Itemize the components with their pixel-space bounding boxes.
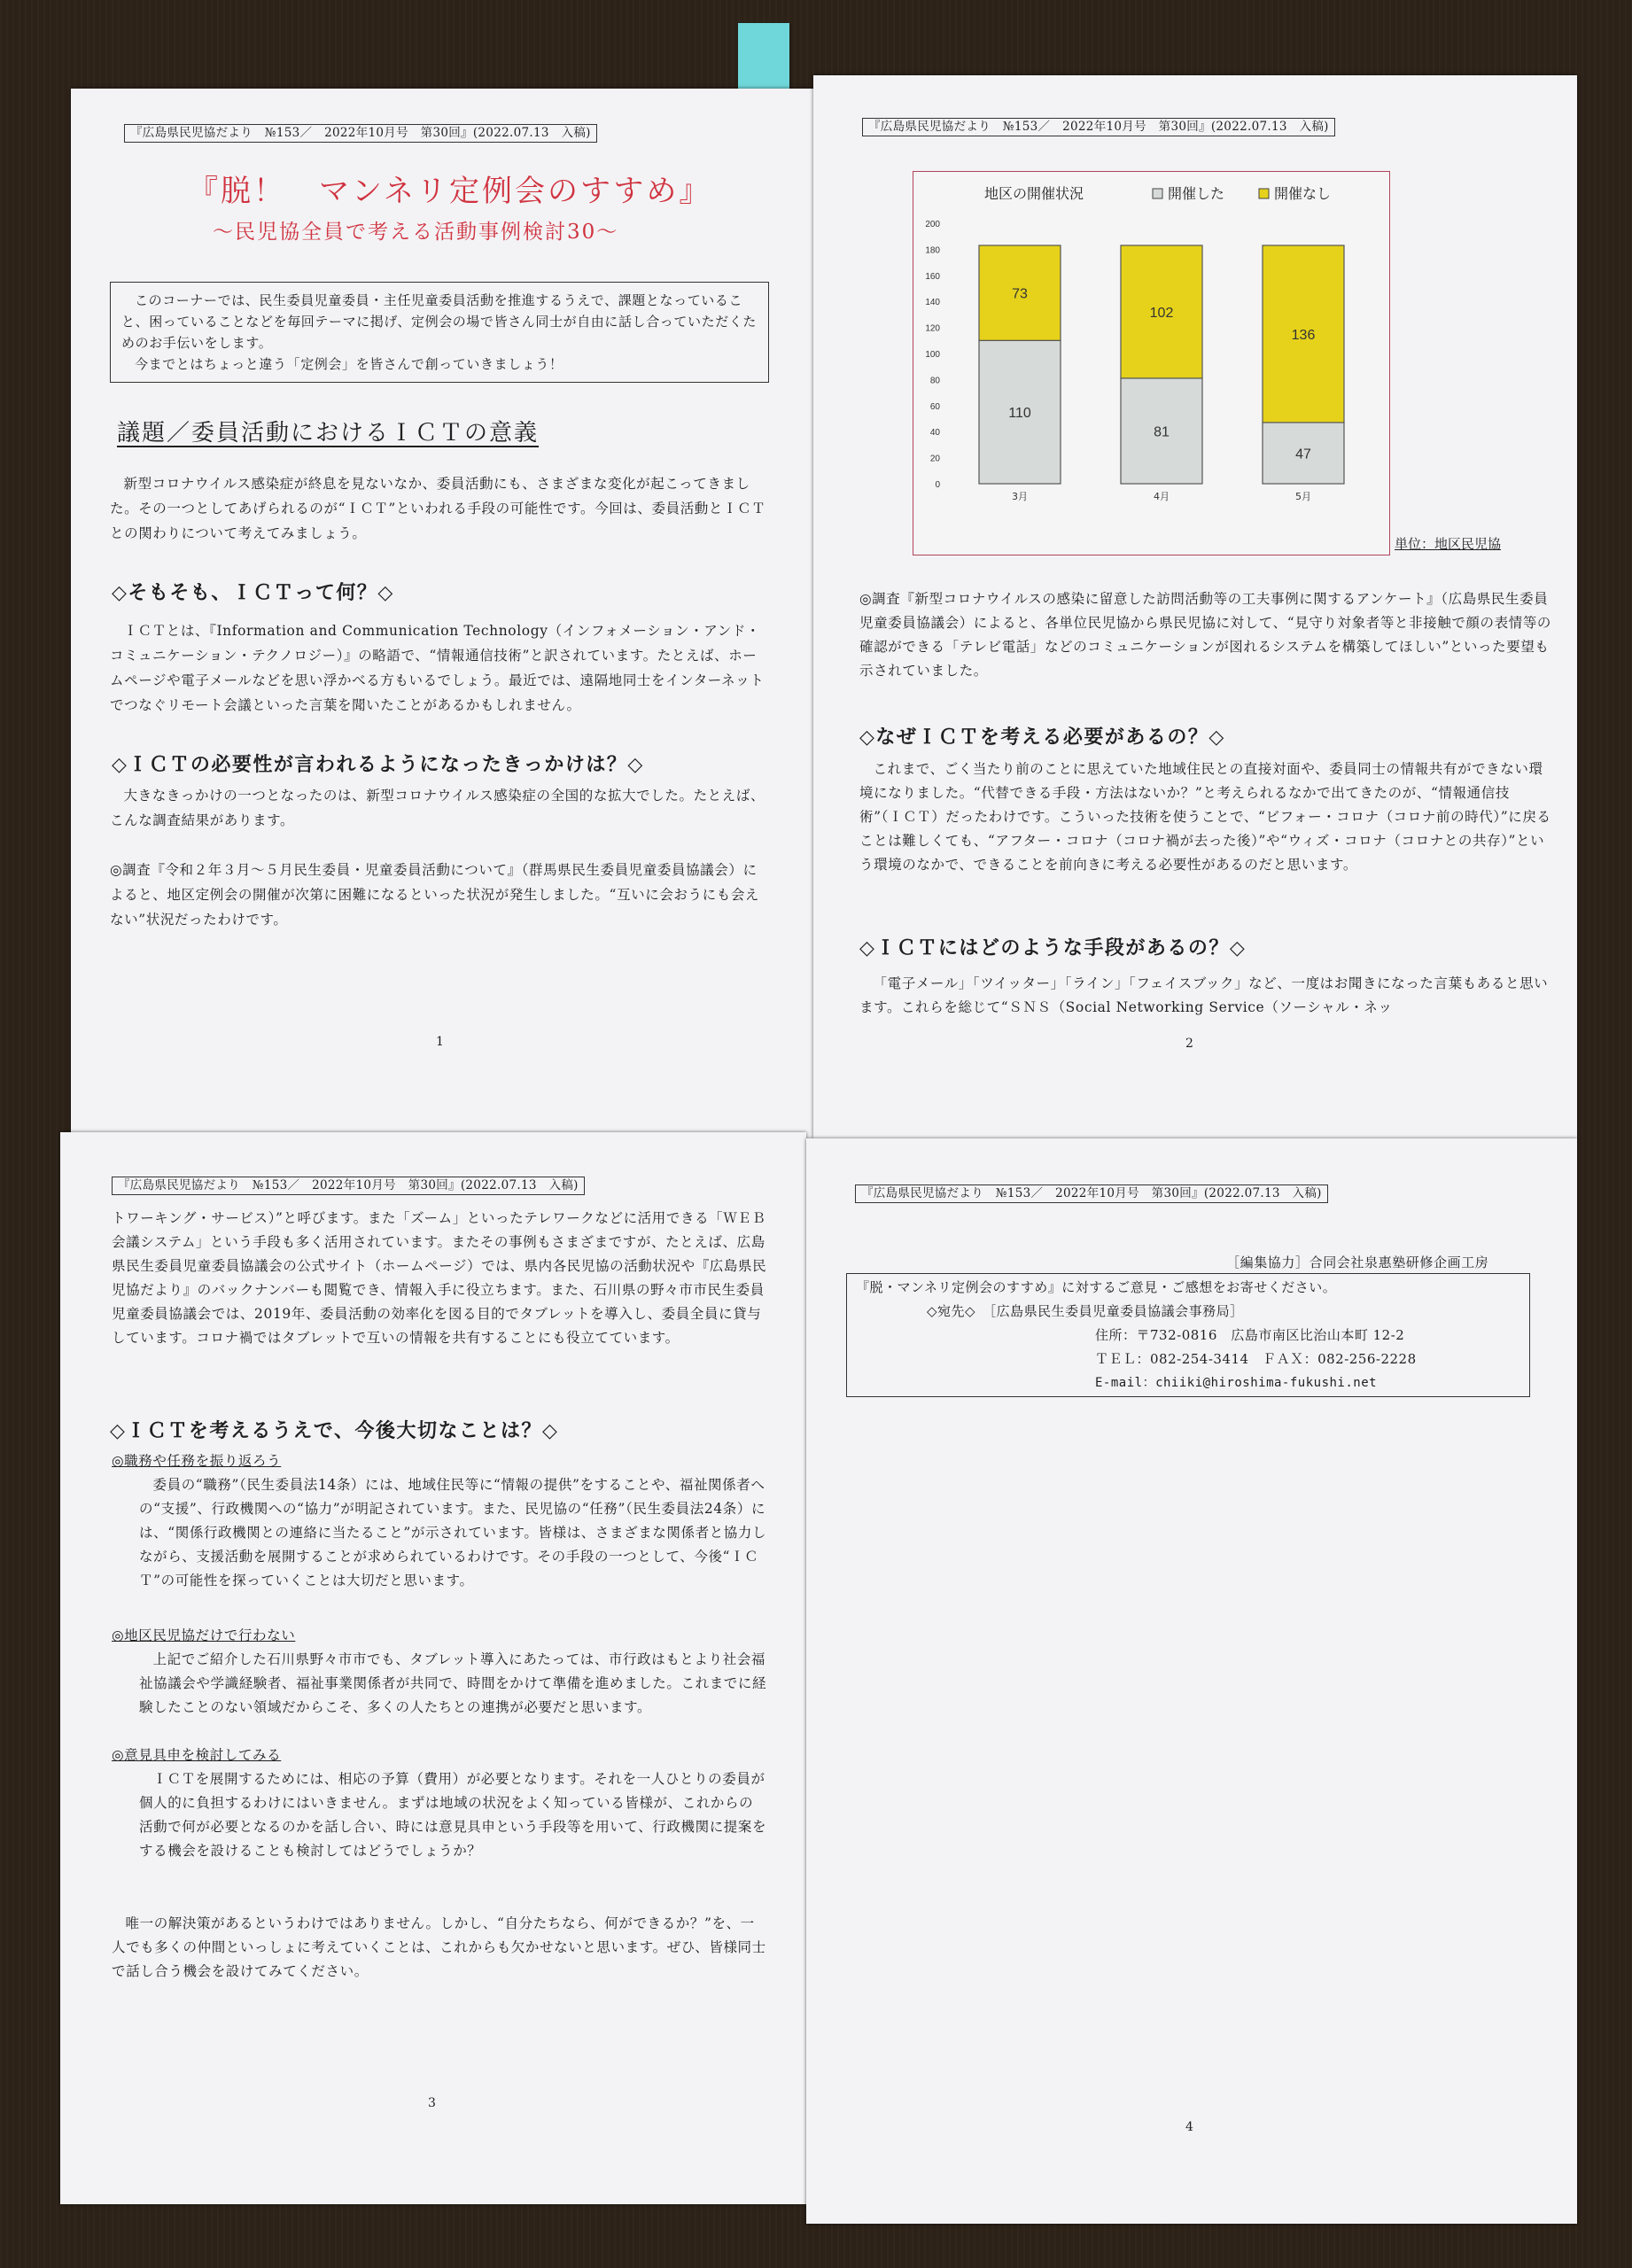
legend-swatch bbox=[1259, 189, 1269, 198]
subsection bbox=[112, 1624, 767, 1720]
chart-title: 地区の開催状況 bbox=[984, 187, 1084, 202]
paragraph bbox=[110, 471, 771, 546]
page-1 bbox=[71, 89, 815, 1141]
page-header: 『広島県民児協だより №153／ 2022年10月号 第30回』(2022.07.13 入稿) bbox=[862, 118, 1335, 136]
paragraph-text: ◎調査『令和２年３月～５月民生委員・児童委員活動について』（群馬県民生委員児童委員協議会）によると、地区定例会の開催が次第に困難になるといった状況が発生しました。“互いに会おうにも会えない”状況だったわけです。 bbox=[110, 862, 760, 928]
x-tick-label: 4月 bbox=[1154, 491, 1170, 502]
y-tick-label: 20 bbox=[929, 454, 940, 464]
page-number: 1 bbox=[436, 1035, 444, 1049]
intro-text: このコーナーでは、民生委員児童委員・主任児童委員活動を推進するうえで、課題となっていること、困っていることなどを毎回テーマに掲げ、定例会の場で皆さん同士が自由に話し合っていただくためのお手伝いをします。 bbox=[121, 292, 758, 351]
data-label: 102 bbox=[1149, 305, 1174, 321]
chart-frame bbox=[913, 171, 1390, 555]
page-header: 『広島県民児協だより №153／ 2022年10月号 第30回』(2022.07.13 入稿) bbox=[855, 1184, 1328, 1203]
y-tick-label: 0 bbox=[935, 480, 940, 490]
page-2 bbox=[813, 75, 1577, 1138]
page-header: 『広島県民児協だより №153／ 2022年10月号 第30回』(2022.07.13 入稿) bbox=[124, 124, 597, 143]
data-label: 136 bbox=[1291, 327, 1316, 343]
legend-label: 開催した bbox=[1168, 187, 1225, 202]
phone-fax: ＴＥＬ：082-254-3414 ＦＡＸ：082-256-2228 bbox=[1095, 1351, 1417, 1367]
x-tick-label: 3月 bbox=[1012, 491, 1028, 502]
section-heading: ◇そもそも、ＩＣＴって何？◇ bbox=[112, 581, 394, 604]
contact-box bbox=[846, 1273, 1530, 1397]
page-header: 『広島県民児協だより №153／ 2022年10月号 第30回』(2022.07.13 入稿) bbox=[112, 1177, 585, 1195]
paragraph-text: ＩＣＴとは、『Information and Communication Technology（インフォメーション・アンド・コミュニケーション・テクノロジー）』の略語で、“情報通信技術”と訳されています。たとえば、ホームページや電子メールなどを思い浮かべる方もいるでしょう。最近では、遠隔地同士をインターネットでつなぐリモート会議といった言葉を聞いたことがあるかもしれません。 bbox=[110, 623, 765, 713]
subsection-title: ◎地区民児協だけで行わない bbox=[112, 1627, 296, 1643]
y-tick-label: 160 bbox=[925, 271, 940, 282]
y-tick-label: 100 bbox=[925, 350, 940, 360]
data-label: 47 bbox=[1295, 447, 1311, 462]
paragraph-text: 新型コロナウイルス感染症が終息を見ないなか、委員活動にも、さまざまな変化が起こってきました。その一つとしてあげられるのが“ＩＣＴ”といわれる手段の可能性です。今回は、委員活動とＩＣＴとの関わりについて考えてみましょう。 bbox=[110, 476, 766, 541]
paragraph-text: 唯一の解決策があるというわけではありません。しかし、“自分たちなら、何ができるか？”を、一人でも多くの仲間といっしょに考えていくことは、これからも欠かせないと思います。ぜひ、皆様同士で話し合う機会を設けてみてください。 bbox=[112, 1915, 766, 1979]
legend-label: 開催なし bbox=[1274, 187, 1332, 202]
paragraph-text: ◎調査『新型コロナウイルスの感染に留意した訪問活動等の工夫事例に関するアンケート』（広島県民生委員児童委員協議会）によると、各単位民児協から県民児協に対して、“見守り対象者等と非接触で顔の表情等の確認ができる「テレビ電話」などのコミュニケーションが図れるシステムを構築してほしい”といった要望も示されていました。 bbox=[859, 591, 1552, 679]
bar-chart bbox=[913, 172, 1389, 555]
y-tick-label: 140 bbox=[925, 298, 940, 308]
page-title: 『脱！ マンネリ定例会のすすめ』 bbox=[188, 174, 712, 209]
email: E-mail：chiiki@hiroshima-fukushi.net bbox=[1095, 1376, 1378, 1390]
chart-unit: 単位：地区民児協 bbox=[1395, 536, 1502, 552]
section-heading: ◇ＩＣＴにはどのような手段があるの？◇ bbox=[859, 936, 1247, 959]
paragraph bbox=[112, 1912, 767, 1984]
y-tick-label: 60 bbox=[929, 401, 940, 412]
subsection-text: ＩＣＴを展開するためには、相応の予算（費用）が必要となります。それを一人ひとりの委員が個人的に負担するわけにはいきません。まずは地域の状況をよく知っている皆様が、これからの活動で何が必要となるのかを話し合い、時には意見具申という手段等を用いて、行政機関に提案をする機会を設けることも検討してはどうでしょうか？ bbox=[139, 1771, 767, 1859]
feedback-request: 『脱・マンネリ定例会のすすめ』に対するご意見・ご感想をお寄せください。 bbox=[856, 1279, 1337, 1295]
y-tick-label: 120 bbox=[925, 323, 940, 334]
paragraph-text: これまで、ごく当たり前のことに思えていた地域住民との直接対面や、委員同士の情報共有ができない環境になりました。“代替できる手段・方法はないか？”と考えられるなかで出てきたのが、“情報通信技術”（ＩＣＴ）だったわけです。こういった技術を使うことで、“ビフォー・コロナ（コロナ前の時代）”に戻ることは難しくても、“アフター・コロナ（コロナ禍が去った後）”や“ウィズ・コロナ（コロナとの共存）”という環境のなかで、できることを前向きに考える必要性があるのだと思います。 bbox=[859, 761, 1551, 873]
y-tick-label: 40 bbox=[929, 428, 940, 439]
y-tick-label: 80 bbox=[929, 376, 940, 386]
data-label: 73 bbox=[1012, 286, 1028, 302]
y-tick-label: 180 bbox=[925, 245, 940, 256]
page-number: 2 bbox=[1185, 1037, 1193, 1051]
paragraph-text: 「電子メール」「ツイッター」「ライン」「フェイスブック」など、一度はお聞きになった言葉もあると思います。これらを総じて“ＳＮＳ（Social Networking Service（ソーシャル・ネッ bbox=[859, 975, 1549, 1015]
address-label: ◇宛先◇ ［広島県民生委員児童委員協議会事務局］ bbox=[927, 1303, 1244, 1319]
section-heading: ◇ＩＣＴを考えるうえで、今後大切なことは？◇ bbox=[110, 1419, 559, 1442]
paragraph bbox=[110, 858, 771, 932]
paragraph bbox=[859, 972, 1552, 1021]
intro-box bbox=[110, 282, 769, 383]
subsection bbox=[112, 1449, 767, 1593]
page-number: 4 bbox=[1185, 2120, 1193, 2134]
subsection-title: ◎意見具申を検討してみる bbox=[112, 1747, 282, 1763]
paragraph bbox=[110, 618, 771, 718]
address: 住所：〒732-0816 広島市南区比治山本町 12-2 bbox=[1095, 1327, 1405, 1343]
page-number: 3 bbox=[428, 2096, 436, 2110]
subsection bbox=[112, 1744, 767, 1863]
paragraph-text: 大きなきっかけの一つとなったのは、新型コロナウイルス感染症の全国的な拡大でした。たとえば、こんな調査結果があります。 bbox=[110, 788, 765, 828]
data-label: 110 bbox=[1008, 406, 1031, 422]
editorial-credit: ［編集協力］合同会社泉惠塾研修企画工房 bbox=[1226, 1254, 1489, 1270]
paragraph bbox=[112, 1207, 767, 1350]
paragraph bbox=[859, 757, 1552, 877]
paragraph bbox=[110, 783, 771, 833]
x-tick-label: 5月 bbox=[1295, 491, 1311, 502]
section-heading: ◇ＩＣＴの必要性が言われるようになったきっかけは？◇ bbox=[112, 753, 644, 776]
paragraph bbox=[859, 587, 1552, 683]
subsection-title: ◎職務や任務を振り返ろう bbox=[112, 1453, 282, 1469]
page-3 bbox=[60, 1132, 806, 2204]
topic-heading: 議題／委員活動におけるＩＣＴの意義 bbox=[117, 420, 540, 447]
page-4 bbox=[806, 1138, 1577, 2224]
data-label: 81 bbox=[1154, 424, 1170, 440]
page-subtitle: ～民児協全員で考える活動事例検討30～ bbox=[213, 221, 619, 244]
paragraph-text: トワーキング・サービス）”と呼びます。また「ズーム」といったテレワークなどに活用できる「ＷＥＢ会議システム」という手段も多く活用されています。またその事例もさまざまですが、たとえば、広島県民生委員児童委員協議会の公式サイト（ホームページ）では、県内各民児協の活動状況や『広島県民児協だより』のバックナンバーも閲覧でき、情報入手に役立ちます。また、石川県の野々市市民生委員児童委員協議会では、2019年、委員活動の効率化を図る目的でタブレットを導入し、委員全員に貸与しています。コロナ禍ではタブレットで互いの情報を共有することにも役立てています。 bbox=[112, 1210, 767, 1346]
intro-text-2: 今までとはちょっと違う「定例会」を皆さんで創っていきましょう！ bbox=[135, 356, 563, 372]
y-tick-label: 200 bbox=[925, 220, 940, 229]
subsection-text: 上記でご紹介した石川県野々市市でも、タブレット導入にあたっては、市行政はもとより社会福祉協議会や学識経験者、福祉事業関係者が共同で、時間をかけて準備を進めました。これまでに経験したことのない領域だからこそ、多くの人たちとの連携が必要だと思います。 bbox=[139, 1651, 767, 1715]
subsection-text: 委員の“職務”（民生委員法14条）には、地域住民等に“情報の提供”をすることや、福祉関係者への“支援”、行政機関への“協力”が明記されています。また、民児協の“任務”（民生委員法24条）には、“関係行政機関との連絡に当たること”が示されています。皆様は、さまざまな関係者と協力しながら、支援活動を展開することが求められているわけです。その手段の一つとして、今後“ＩＣＴ”の可能性を探っていくことは大切だと思います。 bbox=[139, 1477, 767, 1588]
section-heading: ◇なぜＩＣＴを考える必要があるの？◇ bbox=[859, 726, 1225, 749]
legend-swatch bbox=[1153, 189, 1162, 198]
